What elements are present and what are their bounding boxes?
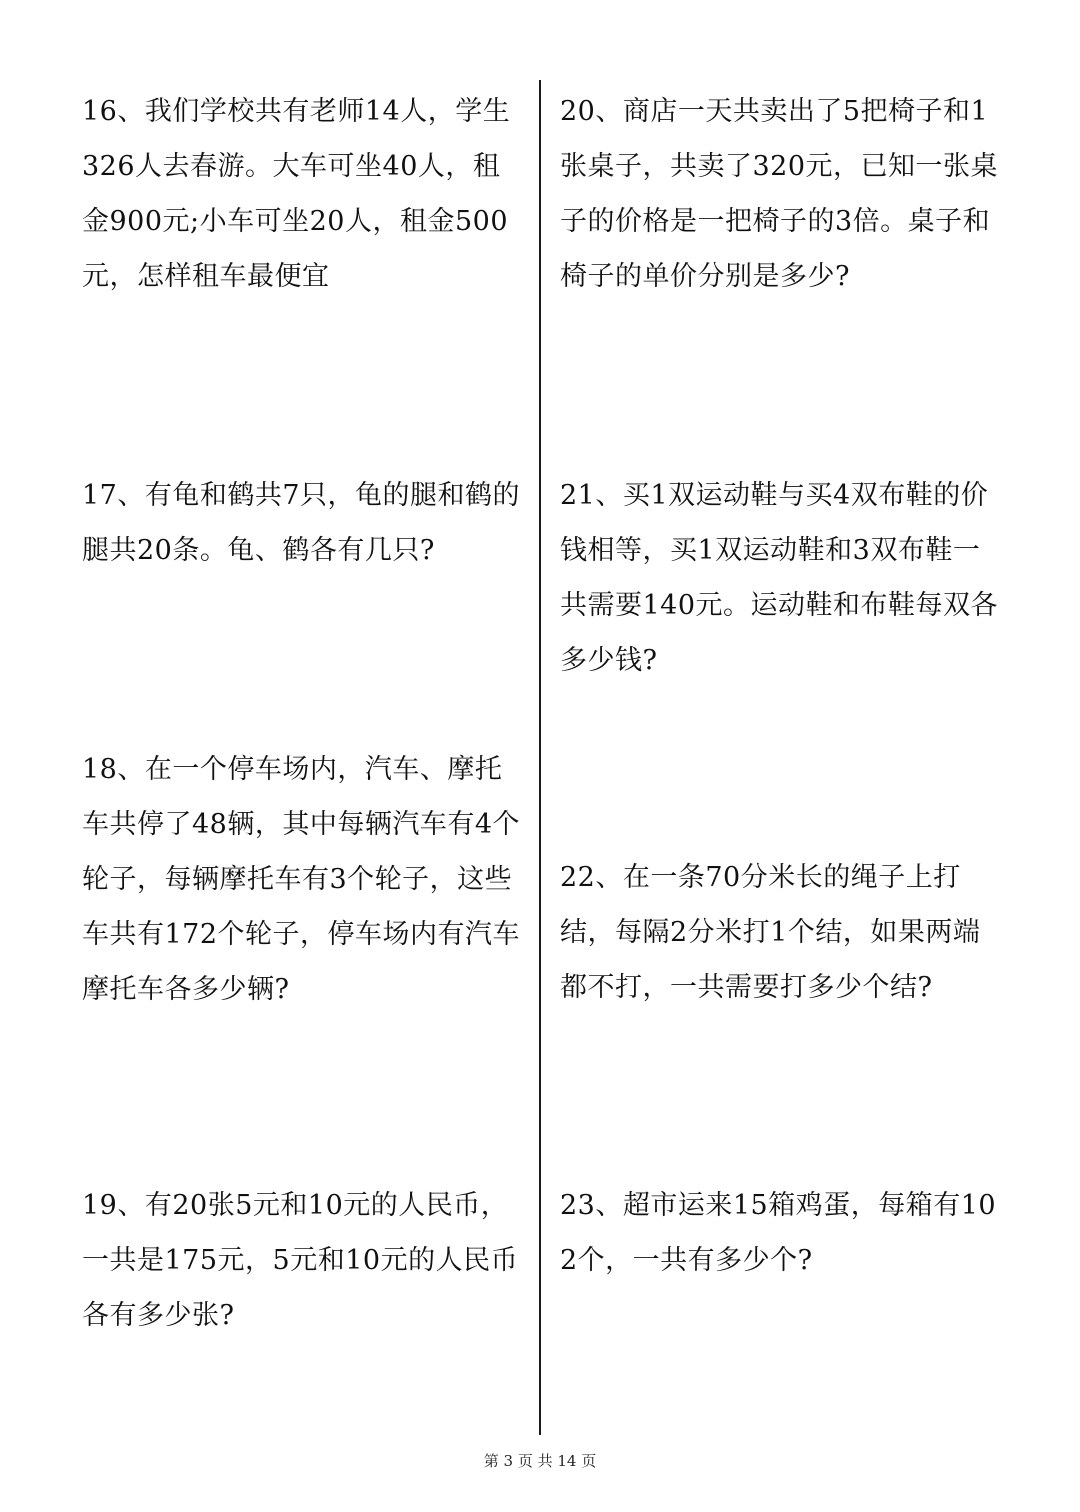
page-number: 第 3 页 共 14 页 <box>483 1452 597 1470</box>
problem-16: 16、我们学校共有老师14人，学生326人去春游。大车可坐40人，租金900元;小车可坐20人，租金500元，怎样租车最便宜 <box>82 96 511 292</box>
problem-20: 20、商店一天共卖出了5把椅子和1张桌子，共卖了320元，已知一张桌子的价格是一把椅子的3倍。桌子和椅子的单价分别是多少? <box>560 96 999 292</box>
problem-21: 21、买1双运动鞋与买4双布鞋的价钱相等，买1双运动鞋和3双布鞋一共需要140元。运动鞋和布鞋每双各多少钱? <box>560 480 999 676</box>
problem-23: 23、超市运来15箱鸡蛋，每箱有102个，一共有多少个? <box>560 1190 997 1276</box>
column-divider <box>539 80 541 1435</box>
problem-19: 19、有20张5元和10元的人民币，一共是175元，5元和10元的人民币各有多少张? <box>82 1190 519 1331</box>
problem-18: 18、在一个停车场内，汽车、摩托车共停了48辆，其中每辆汽车有4个轮子，每辆摩托车有3个轮子，这些车共有172个轮子，停车场内有汽车摩托车各多少辆? <box>82 754 521 1005</box>
problem-22: 22、在一条70分米长的绳子上打结，每隔2分米打1个结，如果两端都不打，一共需要打多少个结? <box>560 862 981 1003</box>
problem-17: 17、有龟和鹤共7只，龟的腿和鹤的腿共20条。龟、鹤各有几只? <box>82 480 521 566</box>
